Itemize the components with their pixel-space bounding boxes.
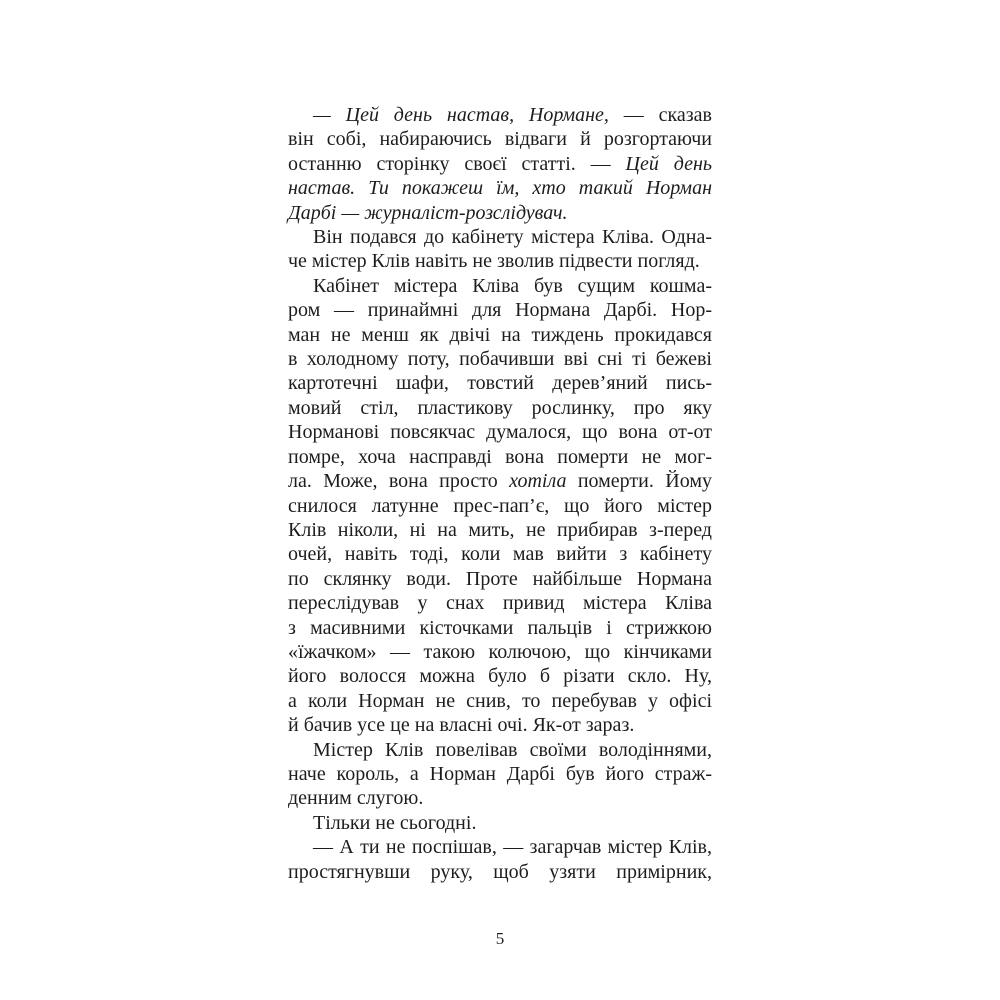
text-line <box>288 713 712 737</box>
regular-text: «їжачком» — такою колючою, що кінчиками <box>288 640 712 663</box>
text-line <box>288 640 712 664</box>
italic-text: хотіла <box>509 470 567 493</box>
text-block <box>288 103 712 884</box>
regular-text: його волосся можна було б різати скло. Ну, <box>288 665 712 688</box>
text-line <box>288 127 712 151</box>
regular-text: Тільки не сьогодні. <box>313 811 477 834</box>
text-line <box>288 616 712 640</box>
text-line <box>288 664 712 688</box>
regular-text: Норманові повсякчас думалося, що вона от-от <box>288 421 712 444</box>
text-line <box>288 225 712 249</box>
text-line <box>288 469 712 493</box>
regular-text: й бачив усе це на власні очі. Як-от зараз. <box>288 714 635 737</box>
paragraph <box>288 811 712 835</box>
regular-text: картотечні шафи, товстий дерев’яний пись- <box>288 372 712 395</box>
paragraph <box>288 225 712 274</box>
text-line <box>288 542 712 566</box>
text-line <box>288 152 712 176</box>
regular-text: очей, навіть тоді, коли мав вийти з кабінету <box>288 543 712 566</box>
text-line <box>288 567 712 591</box>
text-line <box>288 347 712 371</box>
regular-text: помре, хоча насправді вона померти не мог- <box>288 445 712 468</box>
italic-text: Цей день <box>625 152 712 175</box>
text-line <box>288 249 712 273</box>
page-number: 5 <box>495 929 505 948</box>
text-line <box>288 323 712 347</box>
text-line <box>288 689 712 713</box>
regular-text: Кабінет містера Кліва був сущим кошма- <box>313 274 712 297</box>
regular-text: ла. Може, вона просто <box>288 470 510 493</box>
text-line <box>288 103 712 127</box>
text-line <box>288 176 712 200</box>
paragraph <box>288 274 712 738</box>
regular-text: він собі, набираючись відваги й розгортаючи <box>288 128 712 151</box>
regular-text: мовий стіл, пластикову рослинку, про яку <box>288 396 712 419</box>
text-line <box>288 860 712 884</box>
regular-text: — сказав <box>608 104 712 126</box>
regular-text: — А ти не поспішав, — загарчав містер Клів, <box>313 836 712 859</box>
text-line <box>288 396 712 420</box>
italic-text: настав. Ти покажеш їм, хто такий Норман <box>288 177 712 200</box>
text-line <box>288 445 712 469</box>
paragraph <box>288 738 712 811</box>
text-line <box>288 274 712 298</box>
regular-text: ром — принаймні для Нормана Дарбі. Нор- <box>288 299 712 322</box>
regular-text: Він подався до кабінету містера Кліва. Одна- <box>313 226 712 249</box>
regular-text: померти. Йому <box>566 470 712 493</box>
regular-text: переслідував у снах привид містера Кліва <box>288 592 712 615</box>
regular-text: наче король, а Норман Дарбі був його страж- <box>288 762 712 785</box>
regular-text: останню сторінку своєї статті. — <box>288 152 626 175</box>
regular-text: че містер Клів навіть не зволив підвести погляд. <box>288 250 700 273</box>
regular-text: Містер Клів повелівав своїми володіннями, <box>313 738 712 761</box>
regular-text: простягнувши руку, щоб узяти примірник, <box>288 860 712 883</box>
text-line <box>288 371 712 395</box>
regular-text: денним слугою. <box>288 787 424 810</box>
text-line <box>288 786 712 810</box>
text-line <box>288 591 712 615</box>
regular-text: з масивними кісточками пальців і стрижкою <box>288 616 712 639</box>
text-line <box>288 738 712 762</box>
text-line <box>288 811 712 835</box>
text-line <box>288 420 712 444</box>
regular-text: в холодному поту, побачивши вві сні ті бежеві <box>288 348 712 371</box>
regular-text: а коли Норман не снив, то перебував у офісі <box>288 689 712 712</box>
regular-text: Клів ніколи, ні на мить, не прибирав з-перед <box>288 518 712 541</box>
regular-text: по склянку води. Проте найбільше Нормана <box>288 567 712 590</box>
regular-text: снилося латунне прес-пап’є, що його містер <box>288 494 712 517</box>
text-line <box>288 762 712 786</box>
text-line <box>288 518 712 542</box>
text-line <box>288 494 712 518</box>
italic-text: Дарбі — журналіст-розслідувач. <box>288 201 568 224</box>
text-line <box>288 298 712 322</box>
paragraph <box>288 103 712 225</box>
text-line <box>288 201 712 225</box>
text-line <box>288 835 712 859</box>
italic-text: — Цей день настав, Нормане, <box>313 104 609 126</box>
regular-text: ман не менш як двічі на тиждень прокидався <box>288 323 712 346</box>
paragraph <box>288 835 712 884</box>
